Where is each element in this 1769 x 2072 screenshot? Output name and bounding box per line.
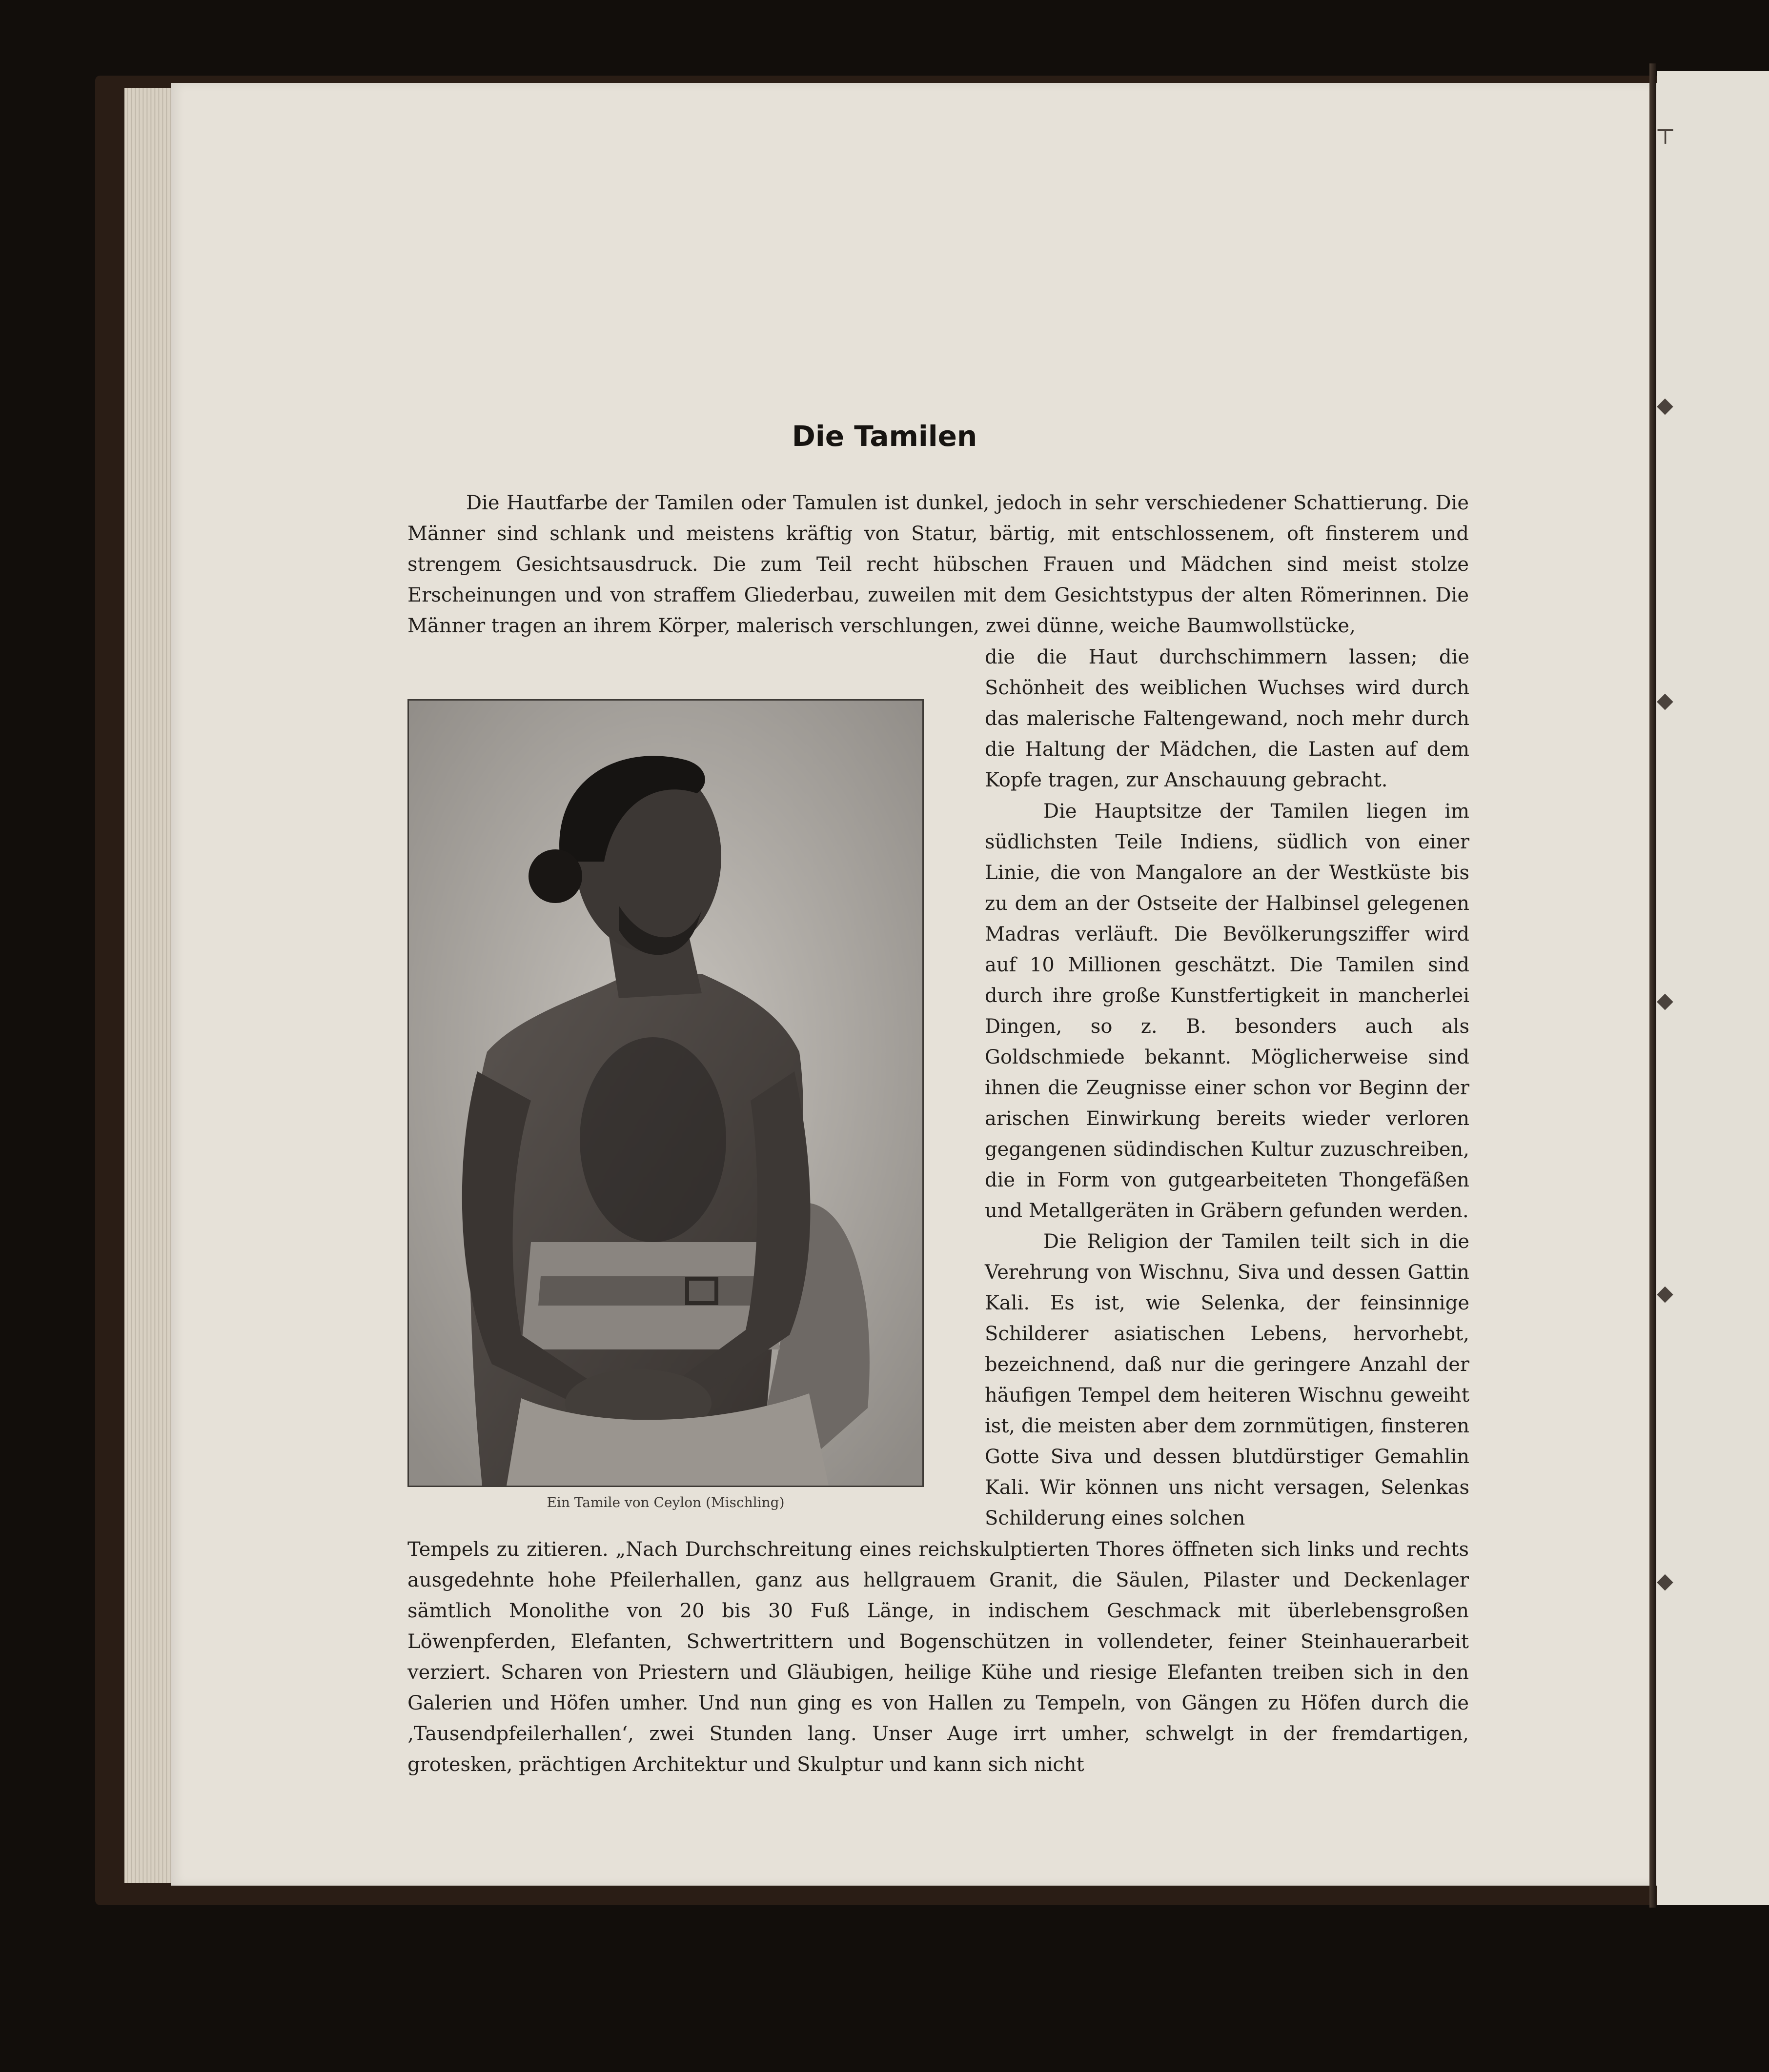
- portrait-illustration: [409, 701, 922, 1486]
- portrait-photo: [407, 699, 924, 1487]
- page-title: Die Tamilen: [792, 420, 977, 453]
- paragraph-1: Die Hautfarbe der Tamilen oder Tamulen ist dunkel, jedoch in sehr verschiedener Schattierung. Die Männer sind schlank und meistens kräftig von Statur, bärtig, mit entschlossenem, oft finsterem und strengem Gesichtsausdruck. Die zum Teil recht hübschen Frauen und Mädchen sind meist stolze Erscheinungen und von straffem Gliederbau, zuweilen mit dem Gesichtstypus der alten Römerinnen. Die Männer tragen an ihrem Körper, malerisch verschlungen, zwei dünne, weiche Baumwollstücke,: [407, 492, 1469, 637]
- book-gutter: [1649, 63, 1656, 1908]
- paragraph-2: Die Hauptsitze der Tamilen liegen im südlichsten Teile Indiens, südlich von einer Linie, die von Mangalore an der Westküste bis zu dem an der Ostseite der Halbinsel gelegenen Madras verläuft. Die Bevölkerungsziffer wird auf 10 Millionen geschätzt. Die Tamilen sind durch ihre große Kunstfertigkeit in mancherlei Dingen, so z. B. besonders auch als Goldschmiede bekannt. Möglicherweise sind ihnen die Zeugnisse einer schon vor Beginn der arischen Einwirkung bereits wieder verloren gegangenen südindischen Kultur zuzuschreiben, die in Form von gutgearbeiteten Thongefäßen und Metallgeräten in Gräbern gefunden werden.: [985, 800, 1469, 1222]
- page-edges: [124, 88, 178, 1883]
- next-page-edge: [1657, 71, 1769, 1905]
- paragraph-1-continued: die die Haut durchschimmern lassen; die Schönheit des weiblichen Wuchses wird durch das malerische Faltengewand, noch mehr durch die Haltung der Mädchen, die Lasten auf dem Kopfe tragen, zur Anschauung gebracht.: [985, 646, 1469, 791]
- photo-caption: Ein Tamile von Ceylon (Mischling): [547, 1494, 785, 1510]
- paragraph-3: Die Religion der Tamilen teilt sich in die Verehrung von Wischnu, Siva und dessen Gattin Kali. Es ist, wie Selenka, der feinsinnige Schilderer asiatischen Lebens, hervorhebt, bezeichnend, daß nur die geringere Anzahl der häufigen Tempel dem heiteren Wischnu geweiht ist, die meisten aber dem zornmütigen, finsteren Gotte Siva und dessen blutdürstiger Gemahlin Kali. Wir können uns nicht versagen, Selenkas Schilderung eines solchen: [985, 1230, 1469, 1529]
- paragraph-3-continued: Tempels zu zitieren. „Nach Durchschreitung eines reichskulptierten Thores öffneten sich links und rechts ausgedehnte hohe Pfeilerhallen, ganz aus hellgrauem Granit, die Säulen, Pilaster und Deckenlager sämtlich Monolithe von 20 bis 30 Fuß Länge, in indischem Geschmack mit überlebensgroßen Löwenpferden, Elefanten, Schwertrittern und Bogenschützen in vollendeter, feiner Steinhauerarbeit verziert. Scharen von Priestern und Gläubigen, heilige Kühe und riesige Elefanten treiben sich in den Galerien und Höfen umher. Und nun ging es von Hallen zu Tempeln, von Gängen zu Höfen durch die ‚Tausendpfeilerhallen‘, zwei Stunden lang. Unser Auge irrt umher, schwelgt in der fremdartigen, grotesken, prächtigen Architektur und Skulptur und kann sich nicht: [407, 1538, 1469, 1776]
